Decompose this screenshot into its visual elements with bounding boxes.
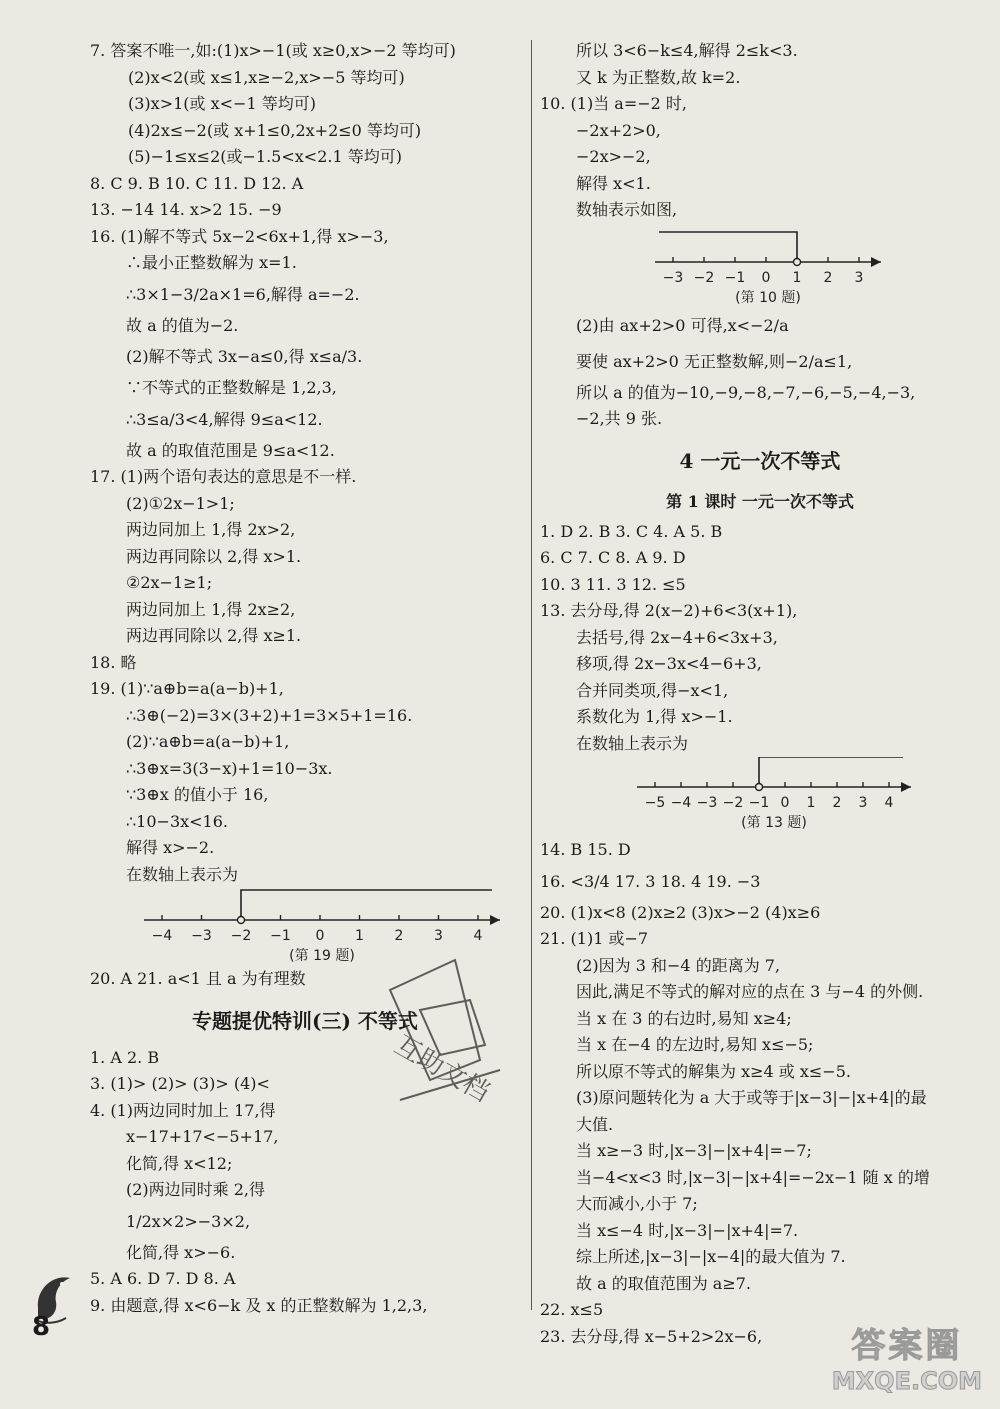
answer-line: 化简,得 x<12; <box>126 1153 233 1173</box>
answer-line: ∴3⊕x=3(3−x)+1=10−3x. <box>126 758 333 778</box>
answer-line: 数轴表示如图, <box>576 200 678 219</box>
answer-line: ∴10−3x<16. <box>126 811 228 831</box>
answer-line: 1. D 2. B 3. C 4. A 5. B <box>540 521 723 541</box>
answer-line: 16. <3/4 17. 3 18. 4 19. −3 <box>540 871 761 891</box>
tick-label: −3 <box>191 928 212 944</box>
answer-line: 两边再同除以 2,得 x≥1. <box>126 626 302 645</box>
answer-line: 故 a 的取值范围是 9≤a<12. <box>126 440 335 460</box>
answer-line: 两边再同除以 2,得 x>1. <box>126 546 302 566</box>
section-title: 专题提优特训(三) 不等式 <box>192 1008 418 1033</box>
answer-line: 解得 x>−2. <box>126 838 215 857</box>
answer-line: 1. A 2. B <box>90 1047 160 1067</box>
tick-label: 4 <box>473 928 483 944</box>
answer-line: 4. (1)两边同时加上 17,得 <box>90 1100 276 1120</box>
tick-label: 1 <box>355 928 364 944</box>
tick-label: 0 <box>780 795 790 811</box>
answer-line: (2)两边同时乘 2,得 <box>126 1180 266 1199</box>
answer-line: 移项,得 2x−3x<4−6+3, <box>576 654 762 673</box>
tick-label: −2 <box>230 928 252 944</box>
column-divider <box>531 40 532 1310</box>
boundary-point <box>238 917 245 924</box>
answer-line: 5. A 6. D 7. D 8. A <box>90 1269 236 1288</box>
tick-label: 1 <box>806 795 816 811</box>
answer-line: 9. 由题意,得 x<6−k 及 x 的正整数解为 1,2,3, <box>90 1295 428 1315</box>
watermark-url: MXQE.COM <box>831 1367 982 1395</box>
answer-line: 又 k 为正整数,故 k=2. <box>576 67 741 87</box>
watermark <box>832 1318 982 1395</box>
tick-label: 0 <box>761 269 771 286</box>
answer-line: 所以 3<6−k≤4,解得 2≤k<3. <box>576 41 798 60</box>
tick-label: 0 <box>315 928 325 944</box>
answer-line: ∴3⊕(−2)=3×(3+2)+1=3×5+1=16. <box>126 705 413 725</box>
stamp-text: 互助文档 <box>389 1030 495 1109</box>
answer-line: 故 a 的取值范围为 a≥7. <box>576 1273 752 1293</box>
answer-line: 去括号,得 2x−4+6<3x+3, <box>576 627 778 647</box>
watermark-title: 答案圈 <box>851 1326 963 1366</box>
answer-line: 综上所述,|x−3|−|x−4|的最大值为 7. <box>576 1247 846 1266</box>
answer-line: 大值. <box>576 1114 614 1134</box>
tick-label: 2 <box>394 928 404 944</box>
answer-line: (2)∵a⊕b=a(a−b)+1, <box>126 732 290 751</box>
answer-line: 23. 去分母,得 x−5+2>2x−6, <box>540 1326 763 1346</box>
answer-line: 当 x≥−3 时,|x−3|−|x+4|=−7; <box>576 1141 812 1160</box>
answer-line: 当 x 在 3 的右边时,易知 x≥4; <box>576 1008 792 1028</box>
answer-line: (2)①2x−1>1; <box>126 493 235 513</box>
answer-line: (3)x>1(或 x<−1 等均可) <box>128 94 316 113</box>
answer-line: 故 a 的值为−2. <box>126 315 239 335</box>
answer-line: 18. 略 <box>90 652 137 672</box>
answer-line: 当 x 在−4 的左边时,易知 x≤−5; <box>576 1035 814 1054</box>
answer-line: 1/2x×2>−3×2, <box>126 1211 251 1231</box>
section-title: 4 一元一次不等式 <box>679 448 841 473</box>
answer-line: 大而减小,小于 7; <box>576 1194 698 1213</box>
answer-line: 所以原不等式的解集为 x≥4 或 x≤−5. <box>576 1061 851 1081</box>
answer-line: 两边同加上 1,得 2x>2, <box>126 520 296 539</box>
figure-caption: (第 10 题) <box>735 289 801 306</box>
answer-line: 在数轴上表示为 <box>126 864 239 884</box>
axis-arrow <box>901 782 911 792</box>
answer-line: 合并同类项,得−x<1, <box>576 680 729 700</box>
answer-line: (4)2x≤−2(或 x+1≤0,2x+2≤0 等均可) <box>128 120 422 140</box>
tick-label: −3 <box>662 269 684 286</box>
figure-caption: (第 19 题) <box>289 948 355 964</box>
answer-line: 3. (1)> (2)> (3)> (4)< <box>90 1074 270 1093</box>
boundary-point <box>794 258 801 265</box>
boundary-point <box>756 784 763 791</box>
answer-line: 解得 x<1. <box>576 173 651 193</box>
answer-line: ∵不等式的正整数解是 1,2,3, <box>126 378 337 397</box>
tick-label: −5 <box>644 795 666 811</box>
page-number: 8 <box>32 1312 51 1342</box>
axis-arrow <box>871 257 881 267</box>
answer-line: 6. C 7. C 8. A 9. D <box>540 548 686 567</box>
figure-caption: (第 13 题) <box>741 815 807 831</box>
tick-label: 3 <box>854 269 864 286</box>
answer-line: 化简,得 x>−6. <box>126 1242 236 1262</box>
answer-line: 17. (1)两个语句表达的意思是不一样. <box>90 467 357 486</box>
tick-label: 2 <box>832 795 842 811</box>
answer-line: 10. (1)当 a=−2 时, <box>540 94 687 113</box>
answer-line: 20. (1)x<8 (2)x≥2 (3)x>−2 (4)x≥6 <box>540 902 821 922</box>
answer-line: 13. −14 14. x>2 15. −9 <box>90 200 282 219</box>
answer-line: 20. A 21. a<1 且 a 为有理数 <box>90 969 306 988</box>
tick-label: −4 <box>151 928 173 944</box>
answer-line: 10. 3 11. 3 12. ≤5 <box>540 574 686 594</box>
tick-label: 3 <box>434 928 443 944</box>
answer-line: (2)解不等式 3x−a≤0,得 x≤a/3. <box>126 347 363 366</box>
tick-label: −2 <box>722 795 744 811</box>
answer-line: 14. B 15. D <box>540 840 631 859</box>
solution-ray <box>241 890 492 920</box>
answer-line: 所以 a 的值为−10,−9,−8,−7,−6,−5,−4,−3, <box>576 382 916 402</box>
tick-label: −1 <box>270 928 291 944</box>
answer-line: (2)因为 3 和−4 的距离为 7, <box>576 955 781 975</box>
lesson-title: 第 1 课时 一元一次不等式 <box>666 491 854 511</box>
answer-line: x−17+17<−5+17, <box>126 1127 279 1146</box>
answer-line: ∴3×1−3/2a×1=6,解得 a=−2. <box>126 284 360 304</box>
stamp <box>330 950 530 1130</box>
answer-line: 两边同加上 1,得 2x≥2, <box>126 599 296 619</box>
answer-line: 7. 答案不唯一,如:(1)x>−1(或 x≥0,x>−2 等均可) <box>90 41 456 60</box>
tick-label: −1 <box>724 269 746 286</box>
answer-line: −2x>−2, <box>576 147 651 166</box>
tick-label: −3 <box>696 795 718 811</box>
answer-line: −2,共 9 张. <box>576 409 663 428</box>
answer-line: 要使 ax+2>0 无正整数解,则−2/a≤1, <box>576 351 853 371</box>
tick-label: 3 <box>858 795 868 811</box>
tick-label: −4 <box>670 795 692 811</box>
solution-ray <box>659 232 797 262</box>
answer-line: 8. C 9. B 10. C 11. D 12. A <box>90 173 304 193</box>
answer-line: 因此,满足不等式的解对应的点在 3 与−4 的外侧. <box>576 982 924 1001</box>
tick-label: −1 <box>748 795 770 811</box>
tick-label: −2 <box>693 269 715 286</box>
number-line-figure-13 <box>540 757 980 837</box>
answer-line: (2)x<2(或 x≤1,x≥−2,x>−5 等均可) <box>128 67 405 87</box>
axis-arrow <box>490 915 500 925</box>
answer-line: 13. 去分母,得 2(x−2)+6<3(x+1), <box>540 601 798 620</box>
answer-line: 在数轴上表示为 <box>576 733 689 753</box>
answer-line: (2)由 ax+2>0 可得,x<−2/a <box>576 315 789 335</box>
tick-label: 4 <box>884 795 894 811</box>
answer-line: (5)−1≤x≤2(或−1.5<x<2.1 等均可) <box>128 147 402 166</box>
answer-line: 系数化为 1,得 x>−1. <box>576 707 733 726</box>
answer-line: 22. x≤5 <box>540 1300 604 1319</box>
solution-ray <box>759 757 903 787</box>
answer-line: ∴3≤a/3<4,解得 9≤a<12. <box>126 409 323 429</box>
answer-line: 当 x≤−4 时,|x−3|−|x+4|=7. <box>576 1220 799 1240</box>
answer-line: ②2x−1≥1; <box>126 573 213 592</box>
tick-label: 2 <box>823 269 833 286</box>
answer-line: ∴最小正整数解为 x=1. <box>126 253 297 272</box>
tick-label: 1 <box>792 269 802 286</box>
number-line-figure-10 <box>540 224 980 308</box>
answer-line: 当−4<x<3 时,|x−3|−|x+4|=−2x−1 随 x 的增 <box>576 1167 930 1187</box>
answer-line: 16. (1)解不等式 5x−2<6x+1,得 x>−3, <box>90 226 389 246</box>
right-column <box>540 38 980 1350</box>
answer-line: 19. (1)∵a⊕b=a(a−b)+1, <box>90 679 284 698</box>
answer-line: (3)原问题转化为 a 大于或等于|x−3|−|x+4|的最 <box>576 1088 927 1107</box>
answer-line: ∵3⊕x 的值小于 16, <box>126 785 269 804</box>
answer-line: −2x+2>0, <box>576 120 661 140</box>
answer-line: 21. (1)1 或−7 <box>540 929 649 948</box>
